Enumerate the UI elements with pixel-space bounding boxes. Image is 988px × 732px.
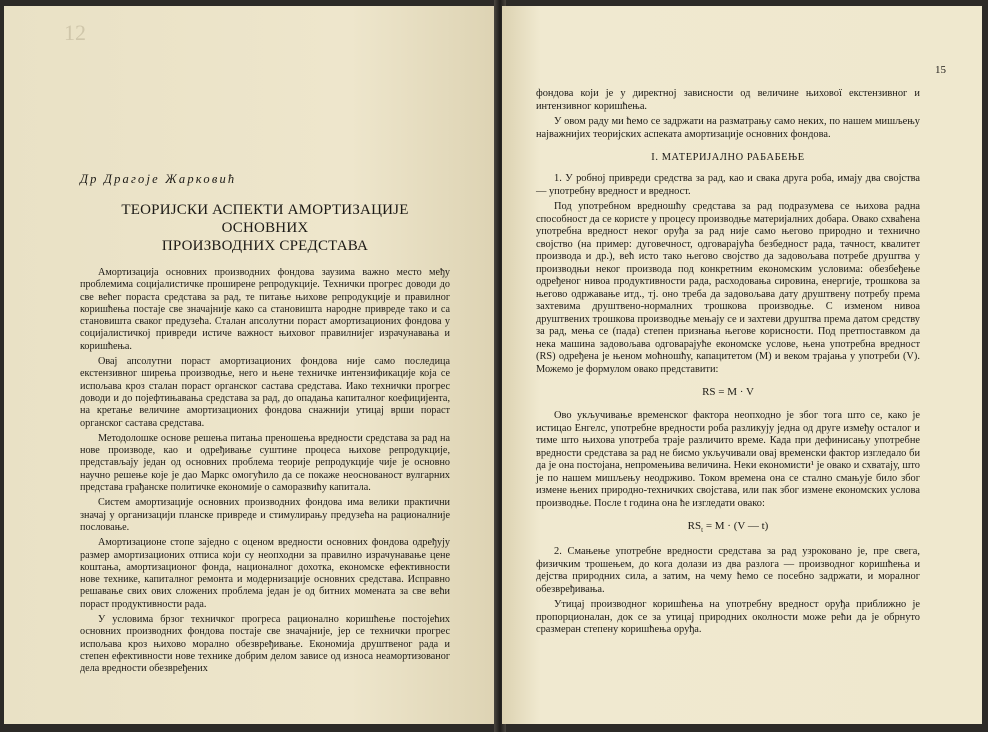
title-line-2: ПРОИЗВОДНИХ СРЕДСТАВА bbox=[161, 238, 369, 254]
paragraph: У овом раду ми ћемо се задржати на разматрању само неких, по нашем мишљењу најважнијих теоријских аспеката амортизације основних фондова. bbox=[536, 116, 920, 140]
paragraph: Систем амортизације основних производних фондова има велики практични значај у организацији планске привреде и стимулирању предузећа на рационалније пословање. bbox=[80, 497, 450, 533]
paragraph: Амортизационе стопе заједно с оценом вредности основних фондова одређују размер амортизационих отписа који су неопходни за правилно израчунавање цене коштања, амортизационог фонда, националног дохотка, економске ефективности нове технике, капиталног ремонта и модернизације основних средстава. Исправно решавање свих ових сложених проблема један је од битних момената за све већи пораст продуктивности рада. bbox=[80, 537, 450, 610]
article-title bbox=[80, 201, 450, 255]
paragraph: У условима брзог техничког прогреса рационално коришћење постојећих основних производних фондова постаје све значајније, јер се технички прогрес испољава кроз њихово морално обезвређивање. Економија друштвеног рада и степен ефективности нове технике добрим делом зависе од износа неамортизованог дела вредности обезвређених bbox=[80, 614, 450, 675]
formula-term: RS bbox=[687, 520, 702, 532]
title-line-1: ТЕОРИЈСКИ АСПЕКТИ АМОРТИЗАЦИЈЕ ОСНОВНИХ bbox=[121, 202, 409, 236]
author-name: Др Драгоје Жарковић bbox=[80, 172, 237, 186]
left-page bbox=[4, 6, 498, 724]
paragraph: Методолошке основе решења питања преношења вредности средстава за рад на нове производе, као и одређивање суштине процеса њихове репродукције, представљају један од основних проблема теорије репродукције чије је основно научно решење које је дао Маркс омогућило да се покаже неоснованост вулгарних представа грађанске политичке економије о саморазвићу капитала. bbox=[80, 432, 450, 494]
left-page-content bbox=[80, 172, 450, 679]
section-heading: I. МАТЕРИЈАЛНО РАБАБЕЊЕ bbox=[651, 152, 805, 163]
paragraph: Ово укључивање временског фактора неопходно је због тога што се, како је истицао Енгелс, употребне вредности роба разликују једна од друге између осталог и тиме што њихова употреба траје различито време. Када при дефинисању употребне вредности средстава за рад не бисмо укључивали овај временски фактор изгледало би да је она постојана, непромењива величина. Неки економисти¹ је овако и схватају, што је по нашем мишљењу неодрживо. Током времена она се стално смањује било због измене њених природно-техничких својстава, или пак због измене економских услова производње. После t година она ће изгледати овако: bbox=[536, 410, 920, 509]
right-page-content bbox=[536, 88, 920, 640]
formula-use-value-after-t bbox=[536, 520, 920, 534]
paragraph: Утицај производног коришћења на употребну вредност оруђа приближно је пропорционалан, док се за утицај природних околности може рећи да је обрнуто сразмеран степену коришћења оруђа. bbox=[536, 599, 920, 636]
paragraph: Овај апсолутни пораст амортизационих фондова није само последица екстензивног ширења производње, него и њене техничке интензификације која се испољава кроз сталан пораст органског састава средстава. Иако технички прогрес доводи и до појефтињавања средстава за рад, до опадања капиталног коефицијента, на кретање величине амортизационих фондова снажнији утицај врши пораст органског састава средстава. bbox=[80, 356, 450, 429]
show-through-page-number: 12 bbox=[64, 20, 86, 45]
paragraph: Под употребном вредношћу средстава за рад подразумева се њихова радна способност да се користе у процесу производње материјалних добара. Овако схваћена употребна вредност неког оруђа за рад није само његово природно и технично својство (на пример: дуговечност, одговарајућа безбедност рада, тачност, квалитет производа и др.), већ исто тако његово својство да задовољава потребе друштва у производњи неког производа под конкретним економским условима: обезбеђење одређеног нивоа продуктивности рада, расходовања сировина, енергије, трошкова за његово одржавање итд., тј. оно треба да задовољава дату друштвену потребу према захтевима друштвено-нормалних трошкова производње. С изменом нивоа друштвених трошкова производње мењају се и захтеви друштва према датом средству за рад, мења се (пада) степен признања његове корисности. Под претпоставком да нека машина задовољава одговарајуће економске услове, њена употребна вредност (RS) одређена је њеном моћношћу, капацитетом (M) и веком трајања у употреби (V). Можемо је формулом овако представити: bbox=[536, 201, 920, 375]
formula-rest: = M · (V — t) bbox=[703, 520, 769, 532]
right-page bbox=[502, 6, 982, 724]
formula-use-value: RS = M · V bbox=[702, 386, 754, 398]
paragraph: 2. Смањење употребне вредности средстава за рад узроковано је, пре свега, физичким трошењем, до кога долази из два разлога — производног коришћења и дејства природних сила, а затим, на чему ћемо се посебно задржати, и моралног обезвређивања. bbox=[536, 546, 920, 595]
paragraph: Амортизација основних производних фондова заузима важно место међу проблемима социјалистичке проширене репродукције. Технички прогрес доводи до све већег пораста средстава за рад, те питање њихове репродукције и правилног коришћења постаје све значајније како са становишта народне привреде тако и са становишта сваког предузећа. Сталан апсолутни пораст амортизационих фондова у социјалистичкој привреди истиче важност њиховог правилнијег израчунавања и коришћења. bbox=[80, 267, 450, 352]
paragraph: 1. У робној привреди средства за рад, као и свака друга роба, имају два својства — употребну вредност и вредност. bbox=[536, 173, 920, 197]
page-number: 15 bbox=[935, 64, 946, 76]
paragraph: фондова који је у директној зависности од величине њихової екстензивног и интензивног коришћења. bbox=[536, 88, 920, 112]
formula-subscript: t bbox=[701, 526, 704, 535]
